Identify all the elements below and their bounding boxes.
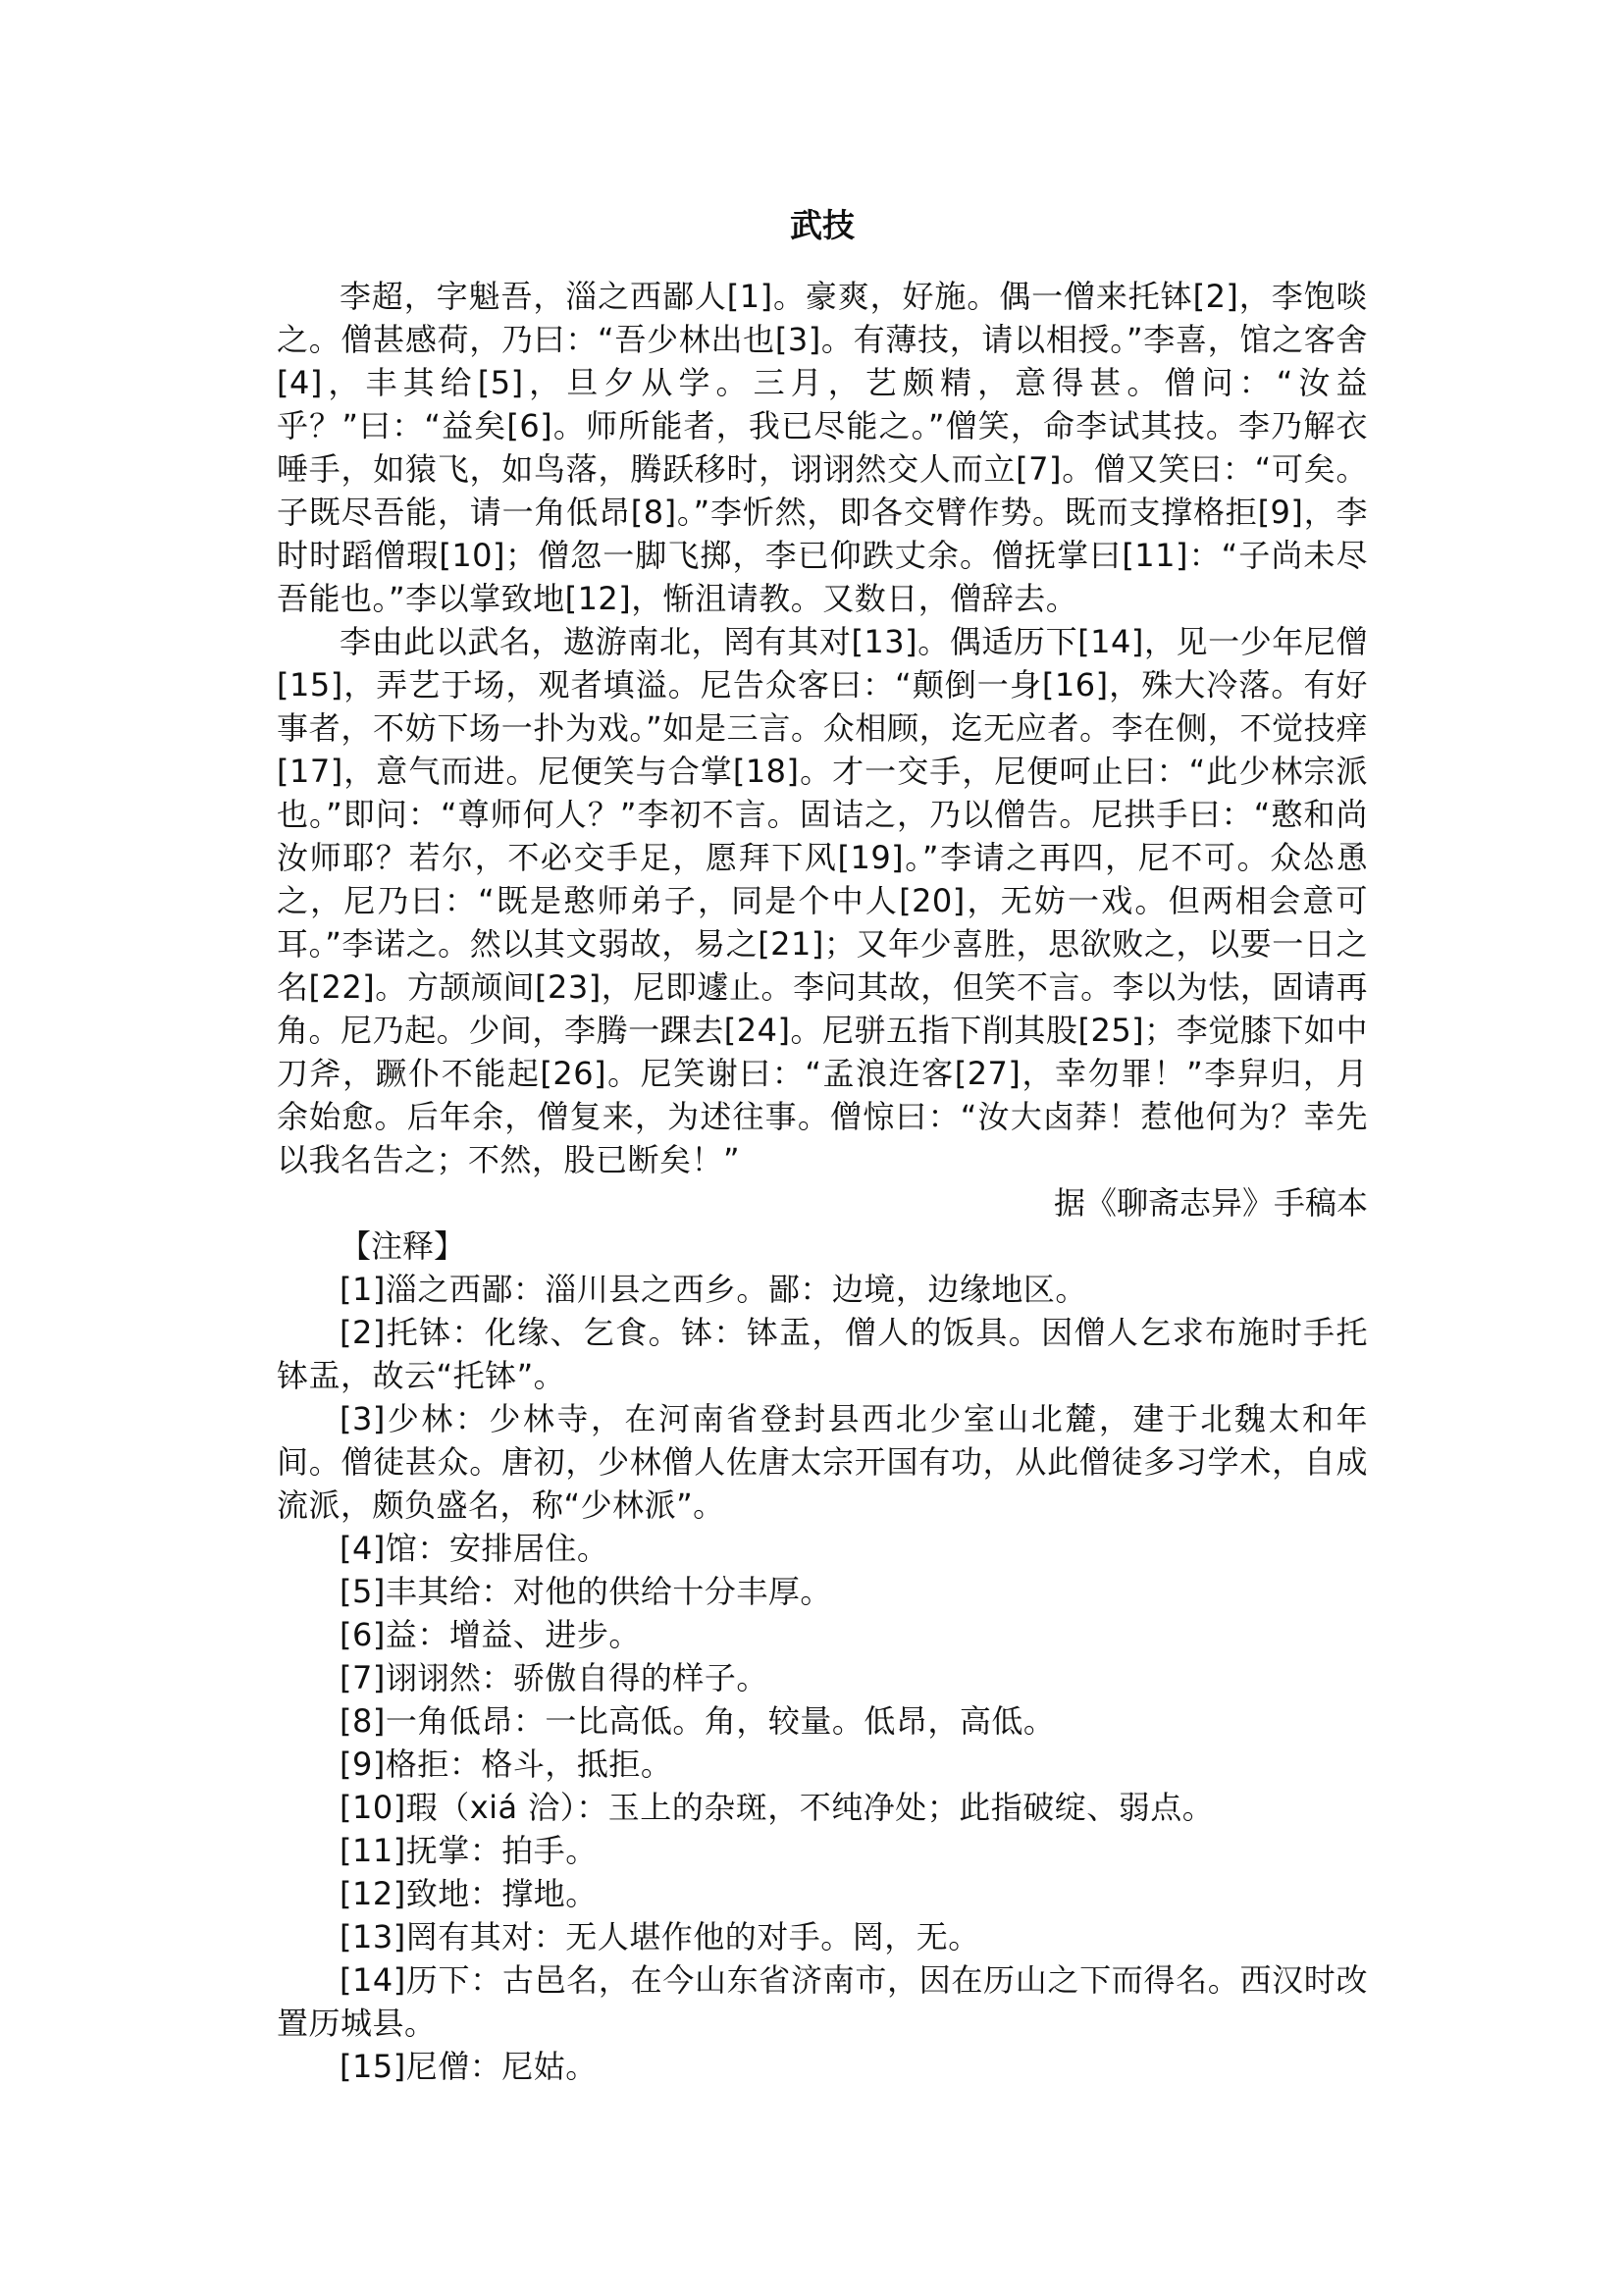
source-citation: 据《聊斋志异》手稿本 [1053,1184,1368,1222]
note-item: [1]淄之西鄙：淄川县之西乡。鄙：边境，边缘地区。 [340,1271,1087,1308]
notes-list [277,1268,1368,2088]
note-item: [3]少林：少林寺，在河南省登封县西北少室山北麓，建于北魏太和年间。僧徒甚众。唐初，少林僧人佐唐太宗开国有功，从此僧徒多习学术，自成流派，颇负盛名，称“少林派”。 [277,1400,1368,1524]
note-item: [7]诩诩然：骄傲自得的样子。 [340,1659,768,1696]
page-title: 武技 [790,206,855,244]
note-item: [11]抚掌：拍手。 [340,1832,598,1869]
notes-heading: 【注释】 [340,1227,466,1265]
document-page [277,196,1368,2088]
note-item: [12]致地：撑地。 [340,1875,598,1912]
note-item: [10]瑕（xiá 洽）：玉上的杂斑，不纯净处；此指破绽、弱点。 [340,1789,1215,1826]
note-item: [9]格拒：格斗，抵拒。 [340,1746,673,1783]
note-item: [6]益：增益、进步。 [340,1616,641,1653]
note-item: [8]一角低昂：一比高低。角，较量。低昂，高低。 [340,1702,1056,1740]
note-item: [13]罔有其对：无人堪作他的对手。罔，无。 [340,1918,980,1955]
body-paragraph: 李超，字魁吾，淄之西鄙人[1]。豪爽，好施。偶一僧来托钵[2]，李饱啖之。僧甚感荷，乃曰：“吾少林出也[3]。有薄技，请以相授。”李喜，馆之客舍[4]，丰其给[5]，旦夕从学。三月，艺颇精，意得甚。僧问：“汝益乎？”曰：“益矣[6]。师所能者，我已尽能之。”僧笑，命李试其技。李乃解衣唾手，如猿飞，如鸟落，腾跃移时，诩诩然交人而立[7]。僧又笑曰：“可矣。子既尽吾能，请一角低昂[8]。”李忻然，即各交臂作势。既而支撑格拒[9]，李时时蹈僧瑕[10]；僧忽一脚飞掷，李已仰跌丈余。僧抚掌曰[11]：“子尚未尽吾能也。”李以掌致地[12]，惭沮请教。又数日，僧辞去。 [277,278,1368,617]
note-item: [5]丰其给：对他的供给十分丰厚。 [340,1573,832,1610]
note-item: [14]历下：古邑名，在今山东省济南市，因在历山之下而得名。西汉时改置历城县。 [277,1961,1368,2042]
body-paragraph: 李由此以武名，遨游南北，罔有其对[13]。偶适历下[14]，见一少年尼僧[15]，弄艺于场，观者填溢。尼告众客曰：“颠倒一身[16]，殊大冷落。有好事者，不妨下场一扑为戏。”如是三言。众相顾，迄无应者。李在侧，不觉技痒[17]，意气而进。尼便笑与合掌[18]。才一交手，尼便呵止曰：“此少林宗派也。”即问：“尊师何人？”李初不言。固诘之，乃以僧告。尼拱手曰：“憨和尚汝师耶？若尔，不必交手足，愿拜下风[19]。”李请之再四，尼不可。众怂恿之，尼乃曰：“既是憨师弟子，同是个中人[20]，无妨一戏。但两相会意可耳。”李诺之。然以其文弱故，易之[21]；又年少喜胜，思欲败之，以要一日之名[22]。方颉颃间[23]，尼即遽止。李问其故，但笑不言。李以为怯，固请再角。尼乃起。少间，李腾一踝去[24]。尼骈五指下削其股[25]；李觉膝下如中刀斧，蹶仆不能起[26]。尼笑谢曰：“孟浪迕客[27]，幸勿罪！”李舁归，月余始愈。后年余，僧复来，为述往事。僧惊曰：“汝大卤莽！惹他何为？幸先以我名告之；不然，股已断矣！” [277,623,1368,1178]
note-item: [2]托钵：化缘、乞食。钵：钵盂，僧人的饭具。因僧人乞求布施时手托钵盂，故云“托钵”。 [277,1314,1368,1394]
note-item: [15]尼僧：尼姑。 [340,2048,598,2085]
note-item: [4]馆：安排居住。 [340,1530,609,1567]
